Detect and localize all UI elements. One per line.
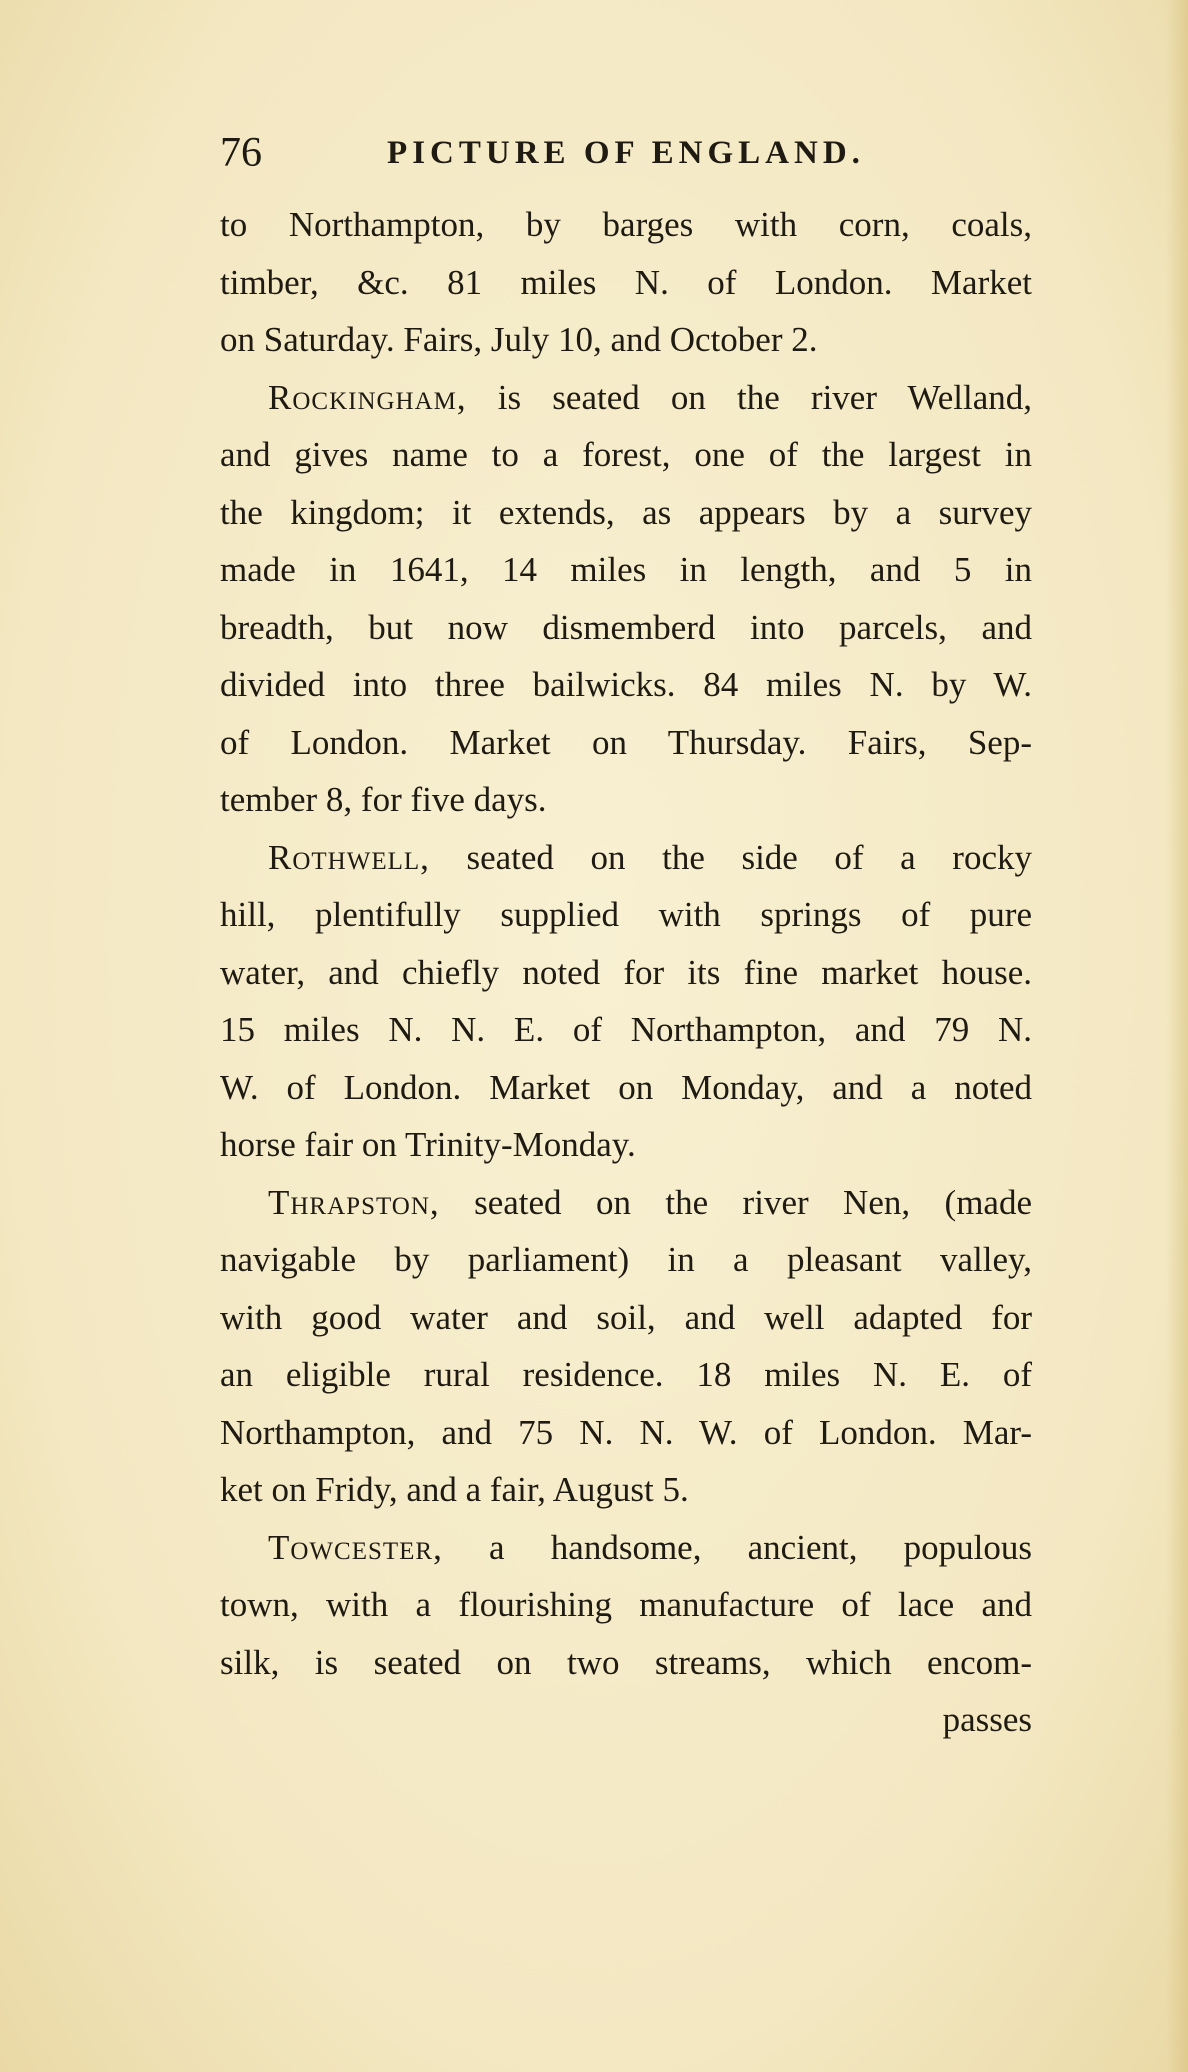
text-line: town, with a flourishing manufacture of lace and — [220, 1585, 1032, 1624]
text-line: Thrapston, seated on the river Nen, (made — [268, 1182, 1032, 1222]
text-line: an eligible rural residence. 18 miles N. E. of — [220, 1355, 1032, 1394]
text-line: the kingdom; it extends, as appears by a survey — [220, 492, 1032, 532]
body-text — [220, 196, 1032, 1749]
text-line: on Saturday. Fairs, July 10, and October 2. — [220, 320, 818, 359]
page-number: 76 — [220, 130, 262, 176]
text-line: Towcester, a handsome, ancient, populous — [268, 1527, 1032, 1567]
catchword: passes — [942, 1700, 1032, 1739]
text-line: breadth, but now dismemberd into parcels, and — [220, 607, 1032, 647]
text-line: navigable by parliament) in a pleasant valley, — [220, 1240, 1032, 1279]
running-title: PICTURE OF ENGLAND. — [387, 135, 865, 171]
text-line: W. of London. Market on Monday, and a noted — [220, 1067, 1032, 1107]
place-name-rockingham: Rockingham, — [268, 377, 467, 417]
text-line: of London. Market on Thursday. Fairs, Sep- — [220, 722, 1032, 762]
text-line: and gives name to a forest, one of the largest in — [220, 435, 1032, 474]
text-line: Northampton, and 75 N. N. W. of London. Mar- — [220, 1412, 1032, 1452]
text-line: tember 8, for five days. — [220, 780, 547, 819]
text-line: with good water and soil, and well adapted for — [220, 1297, 1032, 1337]
text-line: to Northampton, by barges with corn, coals, — [220, 205, 1032, 244]
text-line: made in 1641, 14 miles in length, and 5 in — [220, 550, 1032, 589]
text-line: 15 miles N. N. E. of Northampton, and 79 N. — [220, 1010, 1032, 1049]
text-line: timber, &c. 81 miles N. of London. Market — [220, 262, 1032, 302]
text-line: horse fair on Trinity-Monday. — [220, 1125, 636, 1164]
text-line: silk, is seated on two streams, which encom- — [220, 1642, 1032, 1682]
text-line: water, and chiefly noted for its fine market house. — [220, 952, 1032, 992]
page-edge-shadow — [1166, 0, 1188, 2072]
page-header — [220, 128, 1032, 178]
place-name-towcester: Towcester, — [268, 1527, 443, 1567]
text-line: Rockingham, is seated on the river Welland, — [268, 377, 1032, 417]
text-line: hill, plentifully supplied with springs of pure — [220, 895, 1032, 934]
place-name-rothwell: Rothwell, — [268, 837, 430, 877]
text-line: divided into three bailwicks. 84 miles N. by W. — [220, 665, 1032, 704]
place-name-thrapston: Thrapston, — [268, 1182, 440, 1222]
text-line: ket on Fridy, and a fair, August 5. — [220, 1470, 689, 1509]
text-line: Rothwell, seated on the side of a rocky — [268, 837, 1032, 877]
